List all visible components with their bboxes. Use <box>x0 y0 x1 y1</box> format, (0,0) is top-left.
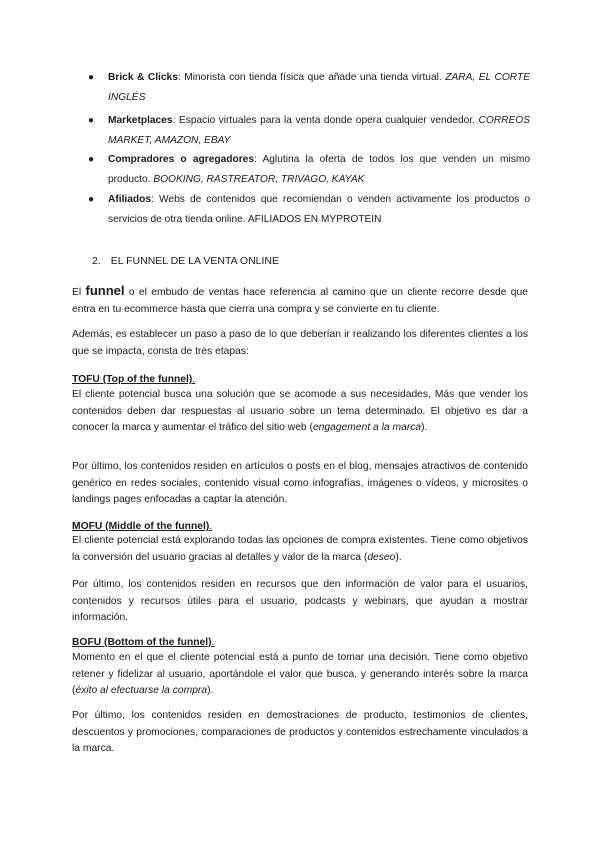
bullet-icon: ● <box>88 154 95 165</box>
tofu-content-paragraph: Por último, los contenidos residen en artículos o posts en el blog, mensajes atractivos de contenido genérico en redes sociales, contenido visual como infografías, imágenes o vídeos, y microsites o landings pages enfocadas a captar la atención. <box>72 461 528 506</box>
list-item-text: Aglutina la oferta de todos los que venden un mismo producto. <box>108 154 530 185</box>
section-heading: EL FUNNEL DE LA VENTA ONLINE <box>110 255 280 267</box>
list-item: ● Marketplaces: Espacio virtuales para la venta donde opera cualquier vendedor. CORREOS MARKET, AMAZON, EBAY <box>90 111 530 150</box>
bullet-icon: ● <box>88 194 95 205</box>
mofu-heading: MOFU (Middle of the funnel). <box>72 521 213 532</box>
list-item-term: Compradores o agregadores <box>108 154 254 165</box>
bofu-content-paragraph: Por último, los contenidos residen en demostraciones de producto, testimonios de clientes, descuentos y promociones, comparaciones de productos y contenidos estrechamente vinculados a la marca. <box>72 710 528 755</box>
list-item: ● Brick & Clicks: Minorista con tienda física que añade una tienda virtual. ZARA, EL CORTE INGLÉS <box>90 68 530 111</box>
bullet-icon: ● <box>88 115 95 126</box>
tofu-paragraph: El cliente potencial busca una solución que se acomode a sus necesidades, Más que vender los contenidos deben dar respuestas al usuario sobre un tema determinado. El objetivo es dar a conocer la marca y aumentar el tráfico del sitio web (engagement a la marca). <box>72 389 528 434</box>
list-item: ● Afiliados: Webs de contenidos que recomiendan o venden activamente los productos o servicios de otra tienda online. AFILIADOS EN MYPROTEIN <box>90 190 530 230</box>
funnel-term: funnel <box>85 283 125 298</box>
list-item-text: Webs de contenidos que recomiendan o venden activamente los productos o servicios de otra tienda online. AFILIADOS EN MYPROTEIN <box>108 194 530 225</box>
list-item-term: Brick & Clicks <box>108 72 178 83</box>
bofu-paragraph: Momento en el que el cliente potencial está a punto de tomar una decisión. Tiene como objetivo retener y fidelizar al usuario, aportándole el valor que busca, y generando interés sobre la marca (éxito al efectuarse la compra). <box>72 652 528 697</box>
list-item-examples: ZARA, EL CORTE INGLÉS <box>108 72 530 103</box>
bullet-icon: ● <box>88 72 95 83</box>
bofu-heading: BOFU (Bottom of the funnel). <box>72 637 215 648</box>
intro-paragraph: El funnel o el embudo de ventas hace referencia al camino que un cliente recorre desde que entra en tu ecommerce hasta que cierra una compra y se convierte en tu cliente. <box>72 283 528 315</box>
tofu-heading: TOFU (Top of the funnel). <box>72 374 196 385</box>
mofu-paragraph: El cliente potencial está explorando todas las opciones de compra existentes. Tiene como objetivos la conversión del usuario gracias al detalles y valor de la marca (deseo). <box>72 535 528 563</box>
list-item: ● Compradores o agregadores: Aglutina la oferta de todos los que venden un mismo producto. BOOKING, RASTREATOR, TRIVAGO, KAYAK <box>90 150 530 190</box>
list-item-examples: CORREOS MARKET, AMAZON, EBAY <box>108 115 530 146</box>
mofu-content-paragraph: Por último, los contenidos residen en recursos que den información de valor para el usuarios, contenidos y recursos útiles para el usuario, podcasts y webinars, que ayudan a mostrar información. <box>72 579 528 624</box>
list-item-term: Afiliados <box>108 194 152 205</box>
list-item-text: Espacio virtuales para la venta donde opera cualquier vendedor. <box>175 115 479 126</box>
list-item-examples: BOOKING, RASTREATOR, TRIVAGO, KAYAK <box>153 174 365 185</box>
section-number: 2. <box>92 255 101 267</box>
list-item-term: Marketplaces <box>108 115 173 126</box>
section-title <box>92 253 279 269</box>
business-model-list <box>90 68 530 230</box>
stages-intro-paragraph: Además, es establecer un paso a paso de lo que deberían ir realizando los diferentes clientes a los que se impacta, consta de tres etapas: <box>72 329 528 357</box>
list-item-text: Minorista con tienda física que añade una tienda virtual. <box>180 72 446 83</box>
